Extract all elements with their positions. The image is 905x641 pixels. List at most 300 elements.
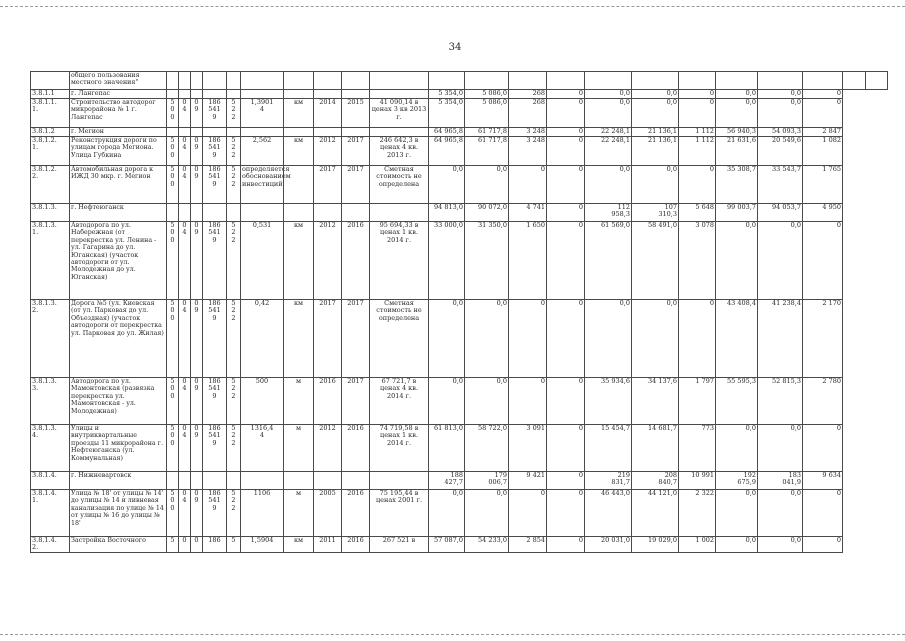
table-cell: км [284,222,314,300]
table-cell: 64 965,8 [429,137,465,166]
table-cell: 0,0 [758,99,803,128]
table-cell: 0,42 [241,300,284,378]
table-cell: 2 170 [803,300,843,378]
table-cell: 0 9 [191,166,203,204]
table-cell: 2016 [314,378,342,425]
table-cell: 0 9 [191,99,203,128]
table-cell: 5 0 0 [167,378,179,425]
table-cell [843,72,866,90]
table-cell [179,472,191,490]
table-cell: 5 2 2 [227,99,241,128]
table-cell: 5 354,0 [429,90,465,99]
table-cell: 1,3901 4 [241,99,284,128]
table-cell: 0 [547,537,585,553]
table-cell: г. Нефтеюганск [70,204,167,222]
table-cell: 0,0 [716,537,758,553]
table-cell: 2012 [314,222,342,300]
table-row [31,472,888,490]
table-cell: 14 681,7 [632,425,679,472]
table-cell: км [284,300,314,378]
table-cell: 55 595,3 [716,378,758,425]
table-cell [241,72,284,90]
table-cell: 3 248 [509,128,547,137]
table-cell: 186 541 9 [203,222,227,300]
table-cell: 0 [547,99,585,128]
table-cell: Строительство автодорог микрорайона № 1 г. Лангепас [70,99,167,128]
table-cell [547,72,585,90]
table-cell: 0 4 [179,425,191,472]
table-cell: Автомобильная дорога к ИЖД 30 мкр. г. Мегион [70,166,167,204]
table-cell: 192 675,9 [716,472,758,490]
table-cell [179,72,191,90]
table-cell: 0 4 [179,490,191,537]
table-cell: 5 0 0 [167,300,179,378]
table-cell: 95 694,33 в ценах 1 кв. 2014 г. [370,222,429,300]
table-cell: 0 [547,128,585,137]
table-cell [191,72,203,90]
table-cell: 1 765 [803,166,843,204]
table-cell: 5 648 [679,204,716,222]
table-row [31,425,888,472]
table-cell [167,72,179,90]
table-cell: 64 965,8 [429,128,465,137]
table-cell [585,72,632,90]
table-cell: 0 9 [191,300,203,378]
table-cell: 2012 [314,425,342,472]
table-cell: 61 569,0 [585,222,632,300]
table-cell: общего пользования местного значения" [70,72,167,90]
table-cell: 2015 [342,99,370,128]
table-cell: 19 029,0 [632,537,679,553]
table-cell: 500 [241,378,284,425]
table-cell: 0,0 [632,90,679,99]
table-cell: 0,0 [758,90,803,99]
table-cell: 112 958,3 [585,204,632,222]
table-cell: 0 4 [179,378,191,425]
table-cell: 5 2 2 [227,425,241,472]
table-cell: 58 722,0 [465,425,509,472]
table-cell: 0,0 [465,166,509,204]
table-cell: 5 0 0 [167,99,179,128]
table-cell: 0 9 [191,378,203,425]
table-cell: 3.8.1.1 [31,90,70,99]
table-cell [509,72,547,90]
table-cell: 268 [509,90,547,99]
table-cell: 44 121,0 [632,490,679,537]
table-cell: 0,0 [585,90,632,99]
table-cell: 186 541 9 [203,378,227,425]
table-cell: 0 4 [179,166,191,204]
table-cell: 3 248 [509,137,547,166]
table-cell: 2012 [314,137,342,166]
table-row [31,204,888,222]
table-cell: 1 082 [803,137,843,166]
table-cell [314,472,342,490]
page-number: 34 [448,42,462,53]
table-cell: 0 [803,99,843,128]
table-cell: 2005 [314,490,342,537]
table-cell: Сметная стоимость не определена [370,166,429,204]
table-cell: 5 2 2 [227,490,241,537]
table-cell [370,472,429,490]
table-cell: 3.8.1.4. 1. [31,490,70,537]
table-cell: 0,0 [758,222,803,300]
table-cell [191,204,203,222]
table-cell: 179 006,7 [465,472,509,490]
table-cell: 773 [679,425,716,472]
scan-bottom-edge [0,634,905,641]
table-row [31,137,888,166]
table-cell: 1106 [241,490,284,537]
table-cell: 0,0 [716,490,758,537]
table-cell: 0,0 [632,166,679,204]
table-cell: км [284,99,314,128]
table-cell: 3.8.1.4. [31,472,70,490]
table-cell: 0 [679,90,716,99]
table-cell: Автодорога по ул. Мамонтовская (развязка перекрестка ул. Мамонтовская - ул. Молодежная) [70,378,167,425]
table-cell: 0 [547,490,585,537]
table-cell [203,472,227,490]
table-cell: 3.8.1.4. 2. [31,537,70,553]
table-cell: 2017 [342,137,370,166]
table-cell: 21 136,1 [632,128,679,137]
table-cell: Автодорога по ул. Набережная (от перекрестка ул. Ленина - ул. Гагарина до ул. Юганская) (участок автодороги от ул. Молодежная до ул. Юганская) [70,222,167,300]
table-cell [370,204,429,222]
table-cell: 0 [179,537,191,553]
table-cell: 4 950 [803,204,843,222]
table-cell: 3.8.1.3. 2. [31,300,70,378]
table-cell: 2017 [314,166,342,204]
table-cell: Дорога №5 (ул. Киевская (от ул. Парковая до ул. Объездная) (участок автодороги от перекрестка ул. Парковая до ул. Жилая) [70,300,167,378]
table-cell: 54 093,3 [758,128,803,137]
table-cell: Улицы и внутриквартальные проезды 11 микрорайона г. Нефтеюганска (ул. Коммунальная) [70,425,167,472]
table-cell: 75 195,44 в ценах 2001 г. [370,490,429,537]
table-cell: 186 541 9 [203,425,227,472]
table-cell: 0,0 [758,425,803,472]
table-cell: 0 [547,425,585,472]
table-cell: Застройка Восточного [70,537,167,553]
table-cell: 9 421 [509,472,547,490]
table-cell: 5 [227,537,241,553]
table-cell: 0,0 [758,490,803,537]
table-cell: 0,0 [429,490,465,537]
table-cell: 2 322 [679,490,716,537]
table-cell: 1 112 [679,137,716,166]
table-cell: 107 310,3 [632,204,679,222]
table-cell: 5 0 0 [167,425,179,472]
table-cell [632,72,679,90]
table-cell: 0 [679,166,716,204]
table-cell: 5 0 0 [167,222,179,300]
table-cell: 0 [509,490,547,537]
table-cell: 5 086,0 [465,90,509,99]
table-row [31,490,888,537]
table-cell: 0 [547,137,585,166]
table-cell [465,72,509,90]
table-cell: 0 4 [179,300,191,378]
table-cell: 0,0 [585,300,632,378]
table-cell: 33 543,7 [758,166,803,204]
table-cell: 0,0 [632,99,679,128]
table-cell: 5 2 2 [227,300,241,378]
budget-table [30,71,888,553]
table-cell: 0,0 [716,99,758,128]
table-cell: 0 [509,166,547,204]
table-cell: 2014 [314,99,342,128]
table-cell: 0 [679,99,716,128]
table-cell: 61 717,8 [465,137,509,166]
table-cell: 0,0 [465,300,509,378]
table-cell: 0,0 [716,425,758,472]
table-cell [314,72,342,90]
table-cell: м [284,378,314,425]
table-cell: 67 721,7 в ценах 4 кв. 2014 г. [370,378,429,425]
table-cell: 0,0 [429,166,465,204]
table-cell: 35 934,6 [585,378,632,425]
table-cell: 0 [803,222,843,300]
table-cell: 186 541 9 [203,166,227,204]
table-cell: 74 719,58 в ценах 1 кв. 2014 г. [370,425,429,472]
table-cell [284,72,314,90]
table-cell: 34 137,6 [632,378,679,425]
table-cell: 2 847 [803,128,843,137]
table-cell: 0,0 [632,300,679,378]
table-cell: 0,0 [585,99,632,128]
table-cell: 186 541 9 [203,490,227,537]
table-cell: м [284,490,314,537]
table-cell [227,472,241,490]
table-cell: Сметная стоимость не определена [370,300,429,378]
table-cell: 5 2 2 [227,137,241,166]
table-cell: 0 9 [191,137,203,166]
table-cell: 246 642,3 в ценах 4 кв. 2013 г. [370,137,429,166]
table-cell: 0,0 [465,490,509,537]
table-cell: 0 [547,222,585,300]
table-cell: 56 940,3 [716,128,758,137]
table-cell: 0 [547,166,585,204]
table-cell: 9 634 [803,472,843,490]
table-cell: 0 [547,90,585,99]
table-cell: 2016 [342,222,370,300]
table-cell: 186 541 9 [203,99,227,128]
table-cell: 61 813,0 [429,425,465,472]
table-cell: 2 780 [803,378,843,425]
table-cell: 5 086,0 [465,99,509,128]
table-cell: 94 813,0 [429,204,465,222]
table-cell [167,204,179,222]
table-cell: 22 248,1 [585,128,632,137]
table-cell [342,204,370,222]
table-cell: 3.8.1.3. 4. [31,425,70,472]
table-cell [429,72,465,90]
table-cell: 41 238,4 [758,300,803,378]
table-cell [370,72,429,90]
table-cell: 0 [509,378,547,425]
table-row [31,99,888,128]
table-cell: 2,562 [241,137,284,166]
table-cell: 2 854 [509,537,547,553]
table-cell [241,204,284,222]
table-cell: 186 541 9 [203,137,227,166]
table-cell: 188 427,7 [429,472,465,490]
table-cell: км [284,137,314,166]
table-cell [191,472,203,490]
table-cell: 2017 [342,166,370,204]
table-cell: 54 233,0 [465,537,509,553]
table-cell: 15 454,7 [585,425,632,472]
table-cell: 0 [803,90,843,99]
table-cell: 0 [803,537,843,553]
table-cell [284,472,314,490]
table-cell: 1 112 [679,128,716,137]
table-cell: 3.8.1.2. 2. [31,166,70,204]
table-cell: 268 [509,99,547,128]
table-cell [167,472,179,490]
table-cell: 43 408,4 [716,300,758,378]
table-row [31,537,888,553]
table-cell: 0 [803,490,843,537]
table-cell: 33 000,0 [429,222,465,300]
table-row [31,72,888,90]
table-cell: 2011 [314,537,342,553]
table-cell: 5 0 0 [167,490,179,537]
table-cell: 3.8.1.3. 3. [31,378,70,425]
table-cell: 41 090,14 в ценах 3 кв 2013 г. [370,99,429,128]
table-cell: 0,0 [716,90,758,99]
table-cell [803,72,843,90]
table-cell: 0,0 [429,300,465,378]
table-cell: 22 248,1 [585,137,632,166]
table-cell: 5 [167,537,179,553]
table-cell: 0 [679,300,716,378]
table-cell: 61 717,8 [465,128,509,137]
table-cell: 208 840,7 [632,472,679,490]
table-cell [227,204,241,222]
table-cell: Реконструкция дороги по улицам города Мегиона. Улица Губкина [70,137,167,166]
table-cell: 1 797 [679,378,716,425]
table-cell: 0,0 [465,378,509,425]
table-cell: 3.8.1.1. 1. [31,99,70,128]
table-cell [179,204,191,222]
table-body [31,72,888,553]
table-cell: 267 521 в [370,537,429,553]
table-cell: 46 443,0 [585,490,632,537]
table-cell: 5 2 2 [227,166,241,204]
table-cell: 94 053,7 [758,204,803,222]
table-cell: 58 491,0 [632,222,679,300]
table-cell: 3.8.1.3. 1. [31,222,70,300]
table-cell: 0 [547,472,585,490]
table-cell: 99 003,7 [716,204,758,222]
table-cell: г. Мегион [70,128,167,137]
table-cell: 5 2 2 [227,222,241,300]
scan-top-edge [0,0,905,7]
table-cell [227,72,241,90]
table-row [31,166,888,204]
table-cell: 0 [191,537,203,553]
table-cell: 21 631,6 [716,137,758,166]
table-cell [679,72,716,90]
table-cell [716,72,758,90]
table-cell: 2016 [342,425,370,472]
table-cell: 5 0 0 [167,166,179,204]
table-cell [758,72,803,90]
table-cell: 2016 [342,537,370,553]
table-cell: 35 308,7 [716,166,758,204]
table-cell: 3.8.1.2 [31,128,70,137]
table-cell: 20 031,0 [585,537,632,553]
table-cell: 0 [509,300,547,378]
table-cell: 31 350,0 [465,222,509,300]
table-cell: 0 9 [191,425,203,472]
table-cell: 5 0 0 [167,137,179,166]
table-row [31,378,888,425]
table-cell [203,72,227,90]
table-cell [284,204,314,222]
table-cell: 4 741 [509,204,547,222]
table-row [31,300,888,378]
table-cell: 1 650 [509,222,547,300]
table-cell [241,472,284,490]
table-cell: 0,0 [716,222,758,300]
table-cell: км [284,537,314,553]
table-cell [203,204,227,222]
table-cell: 0 [547,204,585,222]
table-cell: Улица № 18' от улицы № 14' до улицы № 14 и ливневая канализация по улице № 14 от улицы № 16 до улицы № 18' [70,490,167,537]
table-cell [865,72,888,90]
table-cell: 10 991 [679,472,716,490]
table-cell: 0 [547,300,585,378]
table-cell: 3 078 [679,222,716,300]
table-cell: 0,0 [429,378,465,425]
table-cell: 1,5904 [241,537,284,553]
table-cell: 186 [203,537,227,553]
table-cell: м [284,425,314,472]
table-row [31,222,888,300]
table-cell: 0 [803,425,843,472]
table-cell: 2016 [342,490,370,537]
table-cell: 0 [547,378,585,425]
table-cell: 186 541 9 [203,300,227,378]
table-cell [31,72,70,90]
table-cell: 0 4 [179,99,191,128]
table-cell [314,204,342,222]
table-cell: 21 136,1 [632,137,679,166]
table-cell: 0,0 [585,166,632,204]
table-cell: 90 072,0 [465,204,509,222]
table-cell: 3.8.1.2. 1. [31,137,70,166]
table-cell: 0 9 [191,222,203,300]
table-cell [342,72,370,90]
table-cell: 1 002 [679,537,716,553]
table-cell: определяется обоснованием инвестиций [241,166,284,204]
table-cell: 183 041,9 [758,472,803,490]
table-cell: г. Лангепас [70,90,167,99]
table-cell: 20 549,6 [758,137,803,166]
table-cell [342,472,370,490]
table-cell: 5 354,0 [429,99,465,128]
table-cell: г. Нижневартовск [70,472,167,490]
table-cell: 0,531 [241,222,284,300]
table-cell: 0 4 [179,222,191,300]
table-cell: 52 815,3 [758,378,803,425]
table-cell: 2017 [342,300,370,378]
table-cell: 1316,4 4 [241,425,284,472]
table-cell: 2017 [314,300,342,378]
table-cell: 57 087,0 [429,537,465,553]
table-cell: 0 4 [179,137,191,166]
table-cell: 0 9 [191,490,203,537]
